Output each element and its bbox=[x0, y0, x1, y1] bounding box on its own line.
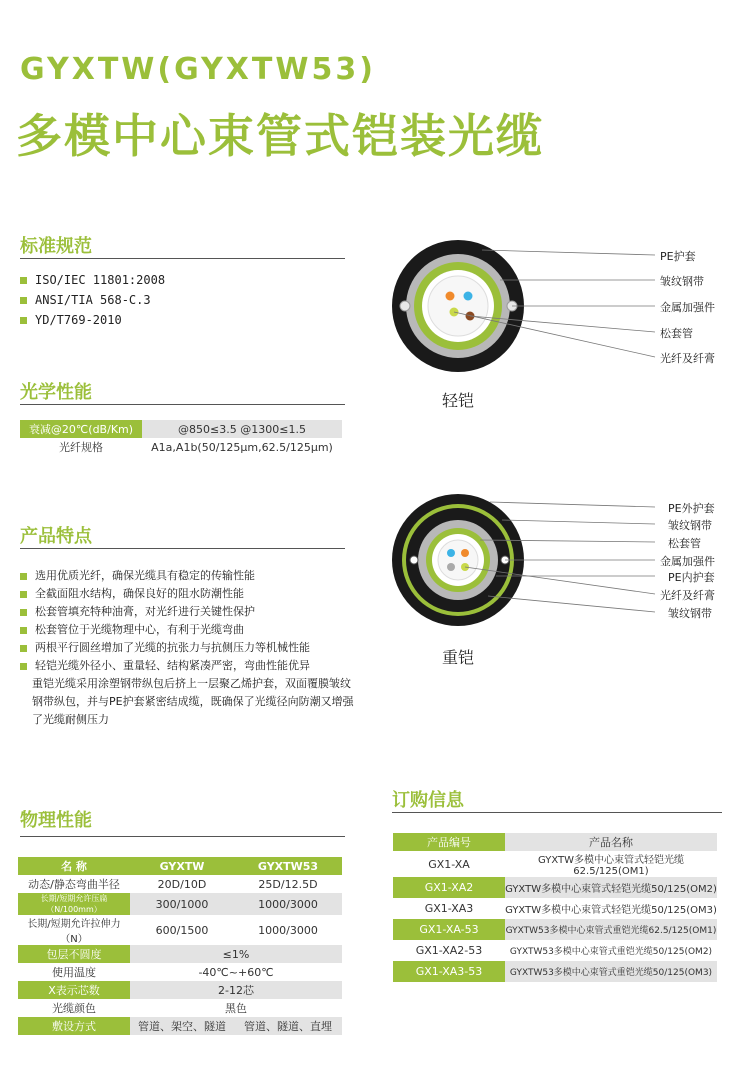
row-label: 敷设方式 bbox=[18, 1017, 130, 1035]
column-header: GYXTW53 bbox=[234, 857, 342, 875]
features-rule bbox=[20, 548, 345, 549]
table-row bbox=[20, 420, 342, 438]
bullet-icon bbox=[20, 663, 27, 670]
callout-strength-member: 金属加强件 bbox=[660, 555, 715, 568]
feature-item: 松套管位于光缆物理中心，有利于光缆弯曲 bbox=[20, 621, 360, 639]
table-row bbox=[393, 919, 717, 940]
product-code: GX1-XA2 bbox=[393, 877, 505, 898]
page-title: 多模中心束管式铠装光缆 bbox=[16, 109, 544, 163]
bullet-icon bbox=[20, 645, 27, 652]
product-code: GX1-XA3-53 bbox=[393, 961, 505, 982]
optical-label: 光纤规格 bbox=[20, 438, 142, 456]
callout-steel-tape: 皱纹钢带 bbox=[660, 275, 704, 288]
cell: -40℃~+60℃ bbox=[130, 963, 342, 981]
table-row bbox=[20, 438, 342, 456]
optical-label: 衰减@20℃(dB/Km) bbox=[20, 420, 142, 438]
callout-loose-tube: 松套管 bbox=[668, 537, 701, 550]
cell: 管道、架空、隧道 bbox=[130, 1017, 234, 1035]
callout-loose-tube: 松套管 bbox=[660, 327, 693, 340]
product-name: GYXTW多模中心束管式轻铠光缆62.5/125(OM1) bbox=[505, 851, 717, 877]
callout-pe-outer-jacket: PE外护套 bbox=[668, 502, 715, 515]
product-name: GYXTW多模中心束管式轻铠光缆50/125(OM2) bbox=[505, 877, 717, 898]
table-row bbox=[393, 961, 717, 982]
callout-steel-tape-2: 皱纹钢带 bbox=[668, 607, 712, 620]
row-label: 包层不圆度 bbox=[18, 945, 130, 963]
optical-rule bbox=[20, 404, 345, 405]
table-row bbox=[18, 945, 342, 963]
optical-value: A1a,A1b(50/125μm,62.5/125μm) bbox=[142, 438, 342, 456]
table-row bbox=[18, 875, 342, 893]
cell: 25D/12.5D bbox=[234, 875, 342, 893]
cell: 黑色 bbox=[130, 999, 342, 1017]
table-row bbox=[18, 915, 342, 945]
heavy-armor-cross-section bbox=[392, 494, 524, 626]
cell: 1000/3000 bbox=[234, 893, 342, 915]
physical-table bbox=[18, 857, 342, 1035]
bullet-icon bbox=[20, 277, 27, 284]
feature-extra: 重铠光缆采用涂塑钢带纵包后挤上一层聚乙烯护套，双面覆膜皱纹 钢带纵包，并与PE护套紧密结成缆，既确保了光缆径向防潮又增强 了光缆耐侧压力 bbox=[32, 677, 354, 726]
product-code: GX1-XA bbox=[393, 851, 505, 877]
optical-value: @850≤3.5 @1300≤1.5 bbox=[142, 420, 342, 438]
heavy-armor-caption: 重铠 bbox=[442, 648, 475, 667]
feature-item: 松套管填充特种油膏，对光纤进行关键性保护 bbox=[20, 603, 360, 621]
table-row bbox=[18, 963, 342, 981]
light-armor-cross-section bbox=[392, 240, 524, 372]
table-row bbox=[393, 898, 717, 919]
product-code: GX1-XA2-53 bbox=[393, 940, 505, 961]
feature-item: 全截面阻水结构，确保良好的阻水防潮性能 bbox=[20, 585, 360, 603]
table-header-row bbox=[393, 833, 717, 851]
cell: 600/1500 bbox=[130, 915, 234, 945]
ordering-rule bbox=[392, 812, 722, 813]
column-header: 产品编号 bbox=[393, 833, 505, 851]
ordering-table bbox=[393, 833, 717, 982]
product-name: GYXTW53多模中心束管式重铠光缆50/125(OM2) bbox=[505, 940, 717, 961]
column-header: 产品名称 bbox=[505, 833, 717, 851]
table-row bbox=[393, 851, 717, 877]
callout-steel-tape: 皱纹钢带 bbox=[668, 519, 712, 532]
feature-item: 选用优质光纤，确保光缆具有稳定的传输性能 bbox=[20, 567, 360, 585]
column-header: 名 称 bbox=[18, 857, 130, 875]
table-row bbox=[18, 1017, 342, 1035]
column-header: GYXTW bbox=[130, 857, 234, 875]
callout-pe-jacket: PE护套 bbox=[660, 250, 696, 263]
callout-strength-member: 金属加强件 bbox=[660, 301, 715, 314]
row-label: 长期/短期允许压扁（N/100mm） bbox=[18, 893, 130, 915]
table-header-row bbox=[18, 857, 342, 875]
model-title: GYXTW(GYXTW53) bbox=[20, 52, 376, 87]
product-name: GYXTW53多模中心束管式重铠光缆62.5/125(OM1) bbox=[505, 919, 717, 940]
feature-item: 两根平行圆丝增加了光缆的抗张力与抗侧压力等机械性能 bbox=[20, 639, 360, 657]
cell: 300/1000 bbox=[130, 893, 234, 915]
cell: 20D/10D bbox=[130, 875, 234, 893]
bullet-icon bbox=[20, 573, 27, 580]
row-label: 动态/静态弯曲半径 bbox=[18, 875, 130, 893]
row-label: X表示芯数 bbox=[18, 981, 130, 999]
product-name: GYXTW多模中心束管式轻铠光缆50/125(OM3) bbox=[505, 898, 717, 919]
cell: 1000/3000 bbox=[234, 915, 342, 945]
callout-pe-inner-jacket: PE内护套 bbox=[668, 571, 715, 584]
features-list bbox=[20, 567, 360, 729]
feature-item: 轻铠光缆外径小、重量轻、结构紧凑严密，弯曲性能优异 bbox=[20, 657, 360, 675]
cell: 2-12芯 bbox=[130, 981, 342, 999]
product-code: GX1-XA-53 bbox=[393, 919, 505, 940]
standards-heading: 标准规范 bbox=[20, 236, 92, 257]
cell: ≤1% bbox=[130, 945, 342, 963]
table-row bbox=[393, 877, 717, 898]
physical-heading: 物理性能 bbox=[20, 810, 92, 831]
row-label: 光缆颜色 bbox=[18, 999, 130, 1017]
row-label: 长期/短期允许拉伸力（N） bbox=[18, 915, 130, 945]
product-code: GX1-XA3 bbox=[393, 898, 505, 919]
features-heading: 产品特点 bbox=[20, 526, 92, 547]
bullet-icon bbox=[20, 317, 27, 324]
callout-fiber-gel: 光纤及纤膏 bbox=[660, 589, 715, 602]
cell: 管道、隧道、直埋 bbox=[234, 1017, 342, 1035]
standard-item: YD/T769-2010 bbox=[20, 310, 165, 330]
bullet-icon bbox=[20, 627, 27, 634]
bullet-icon bbox=[20, 609, 27, 616]
row-label: 使用温度 bbox=[18, 963, 130, 981]
standards-list bbox=[20, 270, 165, 330]
standards-rule bbox=[20, 258, 345, 259]
table-row bbox=[18, 893, 342, 915]
physical-rule bbox=[20, 836, 345, 837]
ordering-heading: 订购信息 bbox=[392, 790, 464, 811]
optical-table bbox=[20, 420, 342, 456]
bullet-icon bbox=[20, 297, 27, 304]
standard-item: ISO/IEC 11801:2008 bbox=[20, 270, 165, 290]
table-row bbox=[393, 940, 717, 961]
table-row bbox=[18, 999, 342, 1017]
standard-item: ANSI/TIA 568-C.3 bbox=[20, 290, 165, 310]
light-armor-caption: 轻铠 bbox=[442, 391, 475, 410]
callout-fiber-gel: 光纤及纤膏 bbox=[660, 352, 715, 365]
table-row bbox=[18, 981, 342, 999]
bullet-icon bbox=[20, 591, 27, 598]
optical-heading: 光学性能 bbox=[20, 382, 92, 403]
product-name: GYXTW53多模中心束管式重铠光缆50/125(OM3) bbox=[505, 961, 717, 982]
